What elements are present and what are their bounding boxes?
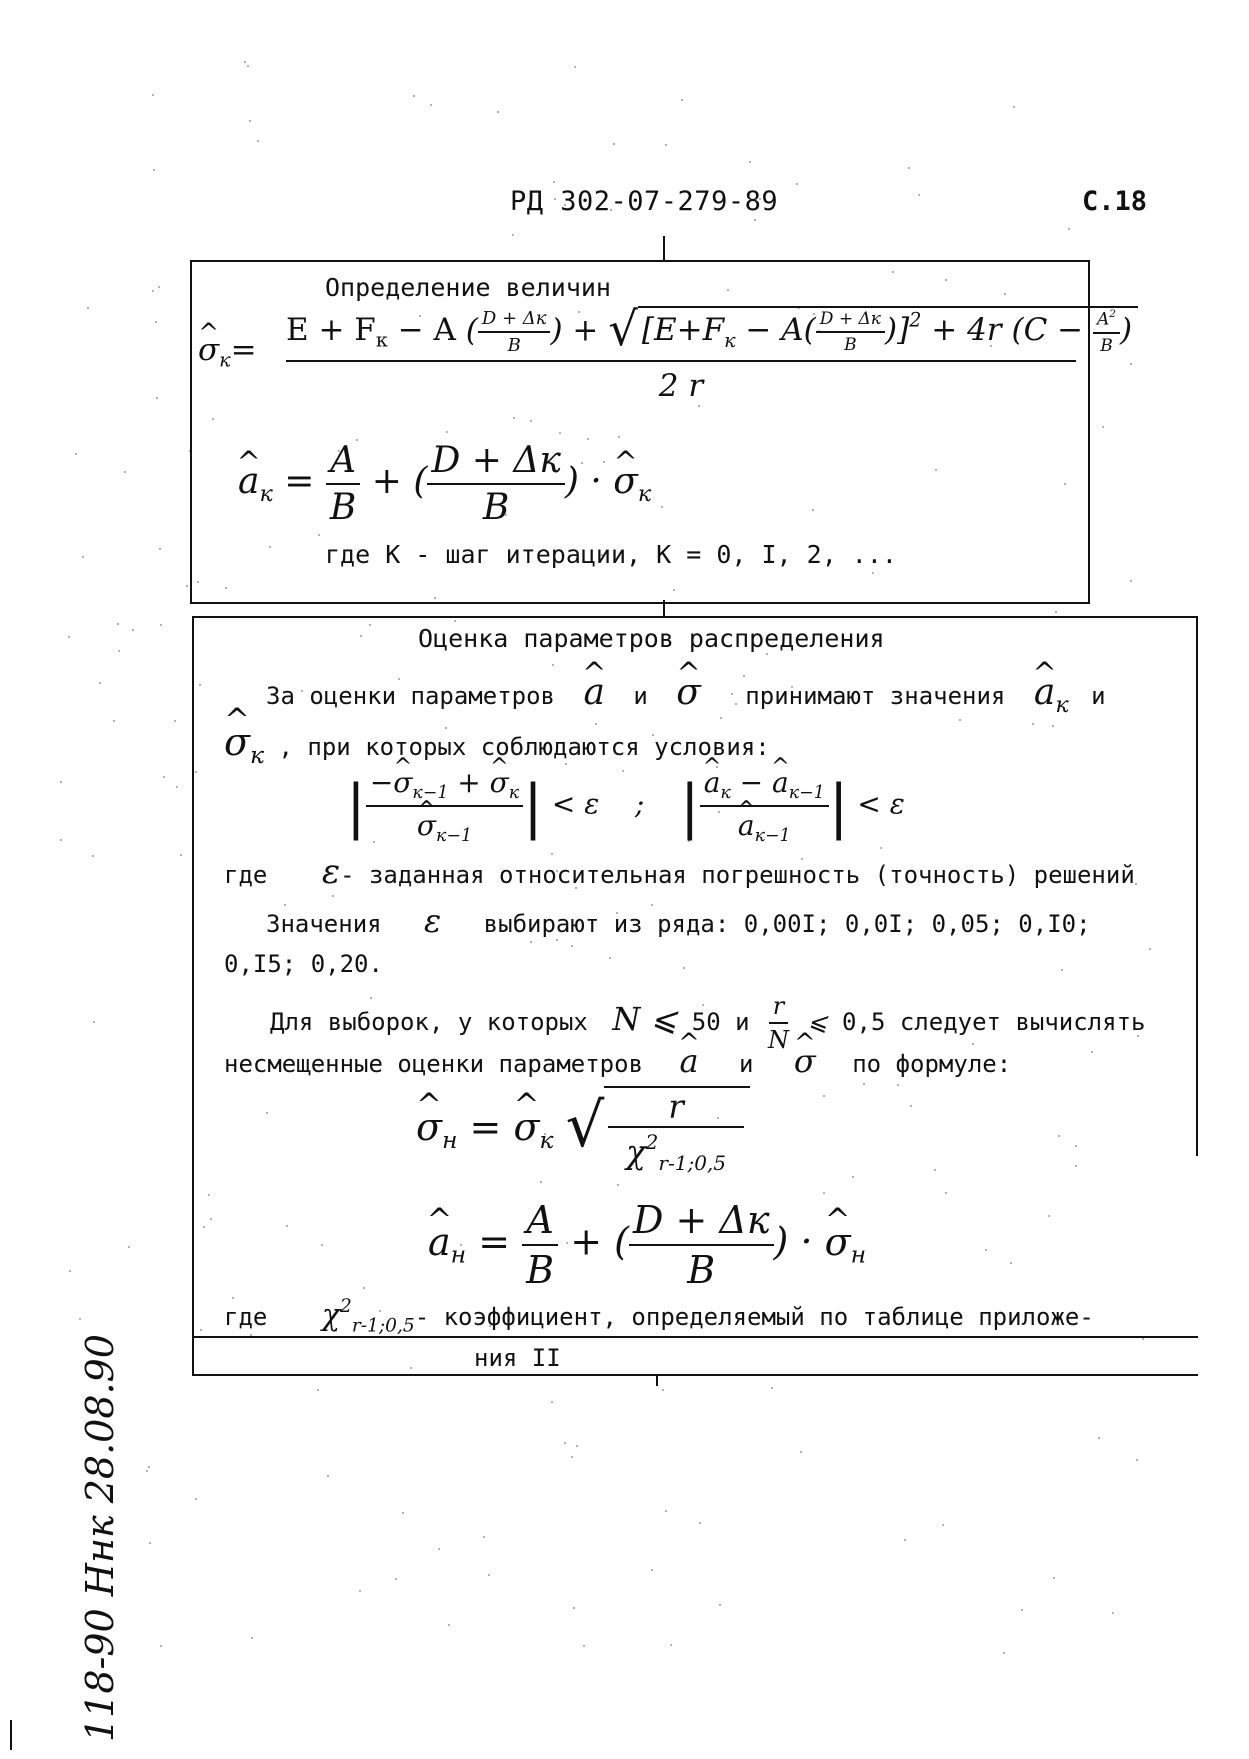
speckle-dot bbox=[551, 1401, 553, 1403]
speckle-dot bbox=[438, 1548, 440, 1550]
symbol-sigma-hat: ^ σ bbox=[676, 672, 701, 713]
speckle-dot bbox=[942, 1524, 944, 1526]
speckle-dot bbox=[1068, 228, 1070, 230]
speckle-dot bbox=[257, 140, 259, 142]
values-text-a: Значения bbox=[266, 910, 382, 938]
formula-sigma-h: ^ $\sigma_н$ = ^ $\sigma_к$ √ $\frac{r}{\chi^2_{r-1;0,5}}$ bbox=[416, 1086, 750, 1175]
speckle-dot bbox=[1075, 1145, 1077, 1147]
speckle-dot bbox=[359, 1590, 361, 1592]
symbol-r-over-n: $\frac{r}{N}$ bbox=[768, 992, 790, 1054]
speckle-dot bbox=[99, 682, 101, 684]
speckle-dot bbox=[317, 1389, 319, 1391]
speckle-dot bbox=[1061, 969, 1063, 971]
speckle-dot bbox=[200, 1329, 202, 1331]
speckle-dot bbox=[132, 629, 134, 631]
speckle-dot bbox=[176, 786, 178, 788]
para1-line1 bbox=[266, 672, 1106, 718]
speckle-dot bbox=[68, 636, 70, 638]
speckle-dot bbox=[530, 941, 532, 943]
symbol-a-hat-2: ^ a bbox=[679, 1042, 698, 1080]
formula-a-k: ^ $a_к$ = $\frac{A}{B}$ + ( $\frac{D + \Delta к}{B}$ ) · ^ $\sigma_к$ bbox=[238, 440, 651, 528]
speckle-dot bbox=[574, 66, 576, 68]
speckle-dot bbox=[863, 1083, 865, 1085]
speckle-dot bbox=[540, 1181, 542, 1183]
speckle-dot bbox=[113, 720, 115, 722]
block2-frame-top bbox=[192, 616, 1198, 618]
speckle-dot bbox=[360, 635, 362, 637]
speckle-dot bbox=[897, 1084, 899, 1086]
where-epsilon-prefix: где bbox=[224, 861, 268, 889]
speckle-dot bbox=[609, 957, 611, 959]
speckle-dot bbox=[1010, 1262, 1012, 1264]
block2-frame-right bbox=[1196, 616, 1198, 1156]
speckle-dot bbox=[1075, 1165, 1077, 1167]
speckle-dot bbox=[1052, 725, 1054, 727]
speckle-dot bbox=[583, 1645, 585, 1647]
speckle-dot bbox=[699, 1522, 701, 1524]
symbol-a-hat: ^ a bbox=[583, 672, 604, 713]
speckle-dot bbox=[69, 1270, 71, 1272]
chi-where-prefix: где bbox=[224, 1303, 268, 1332]
speckle-dot bbox=[576, 1445, 578, 1447]
epsilon-values-line2: 0,I5; 0,20. bbox=[224, 950, 383, 978]
symbol-sigma-hat-2: ^ σ bbox=[794, 1042, 816, 1080]
speckle-dot bbox=[564, 1442, 566, 1444]
para1-text-b: и bbox=[633, 682, 648, 710]
speckle-dot bbox=[174, 720, 176, 722]
speckle-dot bbox=[159, 548, 161, 550]
formula-sigma-k: ^ $\sigma_к=$ $E + F_к - A$ ( $\frac{D + \Delta к}{B}$ ) + √ [$E+F_к - A$( $\frac{D + \Delta к}{B}$ )]$^2$ + 4r (C − $\frac{A^2}{B}$ ) 2 r bbox=[198, 302, 1082, 412]
speckle-dot bbox=[158, 286, 160, 288]
symbol-chi-square: $\chi^2_{r-1;0,5}$ bbox=[321, 1296, 415, 1337]
where-epsilon-line bbox=[224, 852, 1135, 892]
speckle-dot bbox=[571, 1456, 573, 1458]
symbol-sigma-k: ^ $\sigma_к$ bbox=[224, 720, 264, 764]
speckle-dot bbox=[1130, 580, 1132, 582]
margin-handwritten-note: 118-90 Ннк 28.08.90 bbox=[78, 1334, 122, 1742]
block2-frame-bottom bbox=[192, 1374, 1198, 1376]
speckle-dot bbox=[75, 453, 77, 455]
speckle-dot bbox=[665, 144, 667, 146]
speckle-dot bbox=[244, 61, 246, 63]
speckle-dot bbox=[488, 1574, 490, 1576]
page-number: С.18 bbox=[1082, 186, 1148, 217]
speckle-dot bbox=[683, 967, 685, 969]
speckle-dot bbox=[210, 1218, 212, 1220]
speckle-dot bbox=[766, 653, 768, 655]
speckle-dot bbox=[1130, 363, 1132, 365]
speckle-dot bbox=[448, 1624, 450, 1626]
speckle-dot bbox=[1112, 1612, 1114, 1614]
speckle-dot bbox=[251, 1637, 253, 1639]
speckle-dot bbox=[1058, 1135, 1060, 1137]
speckle-dot bbox=[613, 143, 615, 145]
speckle-dot bbox=[553, 181, 555, 183]
flow-arrow-bottom bbox=[656, 1376, 658, 1386]
speckle-dot bbox=[852, 1176, 854, 1178]
speckle-dot bbox=[719, 1604, 721, 1606]
speckle-dot bbox=[82, 556, 84, 558]
speckle-dot bbox=[117, 623, 119, 625]
unbiased-text-a: несмещенные оценки параметров bbox=[224, 1050, 644, 1078]
speckle-dot bbox=[321, 1244, 323, 1246]
symbol-a-k: ^ $a_к$ bbox=[1034, 672, 1069, 713]
speckle-dot bbox=[395, 1578, 397, 1580]
symbol-epsilon-2: ε bbox=[424, 902, 442, 940]
speckle-dot bbox=[934, 1169, 936, 1171]
speckle-dot bbox=[186, 585, 188, 587]
speckle-dot bbox=[749, 161, 751, 163]
speckle-dot bbox=[180, 854, 182, 856]
speckle-dot bbox=[199, 684, 201, 686]
symbol-n-leq: N ⩽ bbox=[612, 1000, 678, 1038]
speckle-dot bbox=[148, 1466, 150, 1468]
block2-frame-left bbox=[192, 616, 194, 1376]
unbiased-text-c: по формуле: bbox=[852, 1050, 1012, 1078]
speckle-dot bbox=[87, 307, 89, 309]
para1-text-c: принимают значения bbox=[745, 682, 1006, 710]
formula-a-h: ^ $a_н$ = $\frac{A}{B}$ + ( $\frac{D + \Delta к}{B}$ ) · ^ $\sigma_н$ bbox=[428, 1198, 866, 1292]
speckle-dot bbox=[149, 1542, 151, 1544]
speckle-dot bbox=[1003, 1652, 1005, 1654]
speckle-dot bbox=[1142, 1338, 1144, 1340]
speckle-dot bbox=[665, 1510, 667, 1512]
where-epsilon-text: - заданная относительная погрешность (точность) решений bbox=[340, 861, 1135, 889]
speckle-dot bbox=[959, 719, 961, 721]
block1-title: Определение величин bbox=[325, 273, 611, 302]
margin-tick bbox=[10, 1720, 12, 1750]
speckle-dot bbox=[918, 194, 920, 196]
speckle-dot bbox=[247, 65, 249, 67]
speckle-dot bbox=[670, 1644, 672, 1646]
speckle-dot bbox=[203, 1226, 205, 1228]
speckle-dot bbox=[363, 1287, 365, 1289]
flow-arrow-mid bbox=[663, 600, 665, 616]
speckle-dot bbox=[430, 104, 432, 106]
speckle-dot bbox=[904, 1539, 906, 1541]
document-code: РД 302-07-279-89 bbox=[510, 186, 779, 217]
speckle-dot bbox=[483, 1536, 485, 1538]
speckle-dot bbox=[402, 1512, 404, 1514]
convergence-condition: | −^ $\sigma_{к-1}$ + ^ $\sigma_к$ ^ $\sigma_{к-1}$ | < ε ; | ^ $a_к$ − ^ $a_{к-1}$ ^ $a_{к-1}$ | < ε bbox=[346, 766, 905, 846]
speckle-dot bbox=[1102, 426, 1104, 428]
speckle-dot bbox=[662, 1389, 664, 1391]
speckle-dot bbox=[512, 234, 514, 236]
speckle-dot bbox=[1149, 948, 1151, 950]
speckle-dot bbox=[571, 945, 573, 947]
speckle-dot bbox=[60, 781, 62, 783]
speckle-dot bbox=[195, 771, 197, 773]
speckle-dot bbox=[410, 1367, 412, 1369]
speckle-dot bbox=[617, 1184, 619, 1186]
speckle-dot bbox=[1048, 1215, 1050, 1217]
speckle-dot bbox=[60, 839, 62, 841]
speckle-dot bbox=[910, 1105, 912, 1107]
speckle-dot bbox=[1021, 1609, 1023, 1611]
para1-text-d: и bbox=[1091, 682, 1106, 710]
speckle-dot bbox=[327, 1475, 329, 1477]
speckle-dot bbox=[1098, 1437, 1100, 1439]
unbiased-text-b: и bbox=[739, 1050, 754, 1078]
speckle-dot bbox=[985, 1249, 987, 1251]
speckle-dot bbox=[208, 1194, 210, 1196]
chi-square-note bbox=[224, 1296, 1094, 1337]
speckle-dot bbox=[146, 1470, 148, 1472]
flow-arrow-top bbox=[663, 236, 665, 260]
speckle-dot bbox=[369, 624, 371, 626]
speckle-dot bbox=[332, 895, 334, 897]
speckle-dot bbox=[128, 1246, 130, 1248]
speckle-dot bbox=[497, 111, 499, 113]
speckle-dot bbox=[800, 1451, 802, 1453]
speckle-dot bbox=[573, 1607, 575, 1609]
speckle-dot bbox=[651, 1569, 653, 1571]
speckle-dot bbox=[1055, 611, 1057, 613]
block2-title: Оценка параметров распределения bbox=[418, 624, 885, 653]
speckle-dot bbox=[79, 1318, 81, 1320]
speckle-dot bbox=[153, 169, 155, 171]
speckle-dot bbox=[1013, 106, 1015, 108]
speckle-dot bbox=[552, 664, 554, 666]
speckle-dot bbox=[413, 95, 415, 97]
speckle-dot bbox=[92, 855, 94, 857]
symbol-leq: ⩽ bbox=[807, 1008, 828, 1036]
para1-text-a: За оценки параметров bbox=[266, 682, 555, 710]
speckle-dot bbox=[796, 183, 798, 185]
sample-text-c: 0,5 следует вычислять bbox=[842, 1008, 1146, 1036]
speckle-dot bbox=[266, 1112, 268, 1114]
chi-square-note-cont: ния II bbox=[474, 1344, 561, 1372]
speckle-dot bbox=[1053, 1577, 1055, 1579]
speckle-dot bbox=[163, 776, 165, 778]
chi-where-text: - коэффициент, определяемый по таблице приложе- bbox=[414, 1303, 1094, 1332]
speckle-dot bbox=[823, 1192, 825, 1194]
speckle-dot bbox=[945, 1192, 947, 1194]
speckle-dot bbox=[880, 847, 882, 849]
speckle-dot bbox=[754, 219, 756, 221]
epsilon-values-line1 bbox=[266, 902, 1091, 940]
speckle-dot bbox=[156, 397, 158, 399]
speckle-dot bbox=[124, 471, 126, 473]
values-text-b: выбирают из ряда: 0,00I; 0,0I; 0,05; 0,I0; bbox=[483, 910, 1091, 938]
speckle-dot bbox=[152, 290, 154, 292]
speckle-dot bbox=[681, 99, 683, 101]
speckle-dot bbox=[118, 650, 120, 652]
speckle-dot bbox=[908, 167, 910, 169]
speckle-dot bbox=[823, 1095, 825, 1097]
sample-text-a: Для выборок, у которых bbox=[270, 1008, 588, 1036]
para1-text-e: , при которых соблюдаются условия: bbox=[278, 733, 770, 761]
speckle-dot bbox=[249, 120, 251, 122]
speckle-dot bbox=[152, 94, 154, 96]
speckle-dot bbox=[1135, 883, 1137, 885]
speckle-dot bbox=[1032, 723, 1034, 725]
speckle-dot bbox=[160, 1645, 162, 1647]
speckle-dot bbox=[1136, 1459, 1138, 1461]
sample-text-b: 50 и bbox=[691, 1008, 750, 1036]
speckle-dot bbox=[160, 624, 162, 626]
unbiased-line bbox=[224, 1042, 1011, 1080]
speckle-dot bbox=[155, 321, 157, 323]
speckle-dot bbox=[286, 1225, 288, 1227]
block1-note: где К - шаг итерации, К = 0, I, 2, ... bbox=[325, 540, 897, 569]
symbol-epsilon: ε bbox=[321, 852, 341, 892]
speckle-dot bbox=[771, 1387, 773, 1389]
speckle-dot bbox=[195, 1498, 197, 1500]
speckle-dot bbox=[454, 620, 456, 622]
speckle-dot bbox=[93, 1021, 95, 1023]
